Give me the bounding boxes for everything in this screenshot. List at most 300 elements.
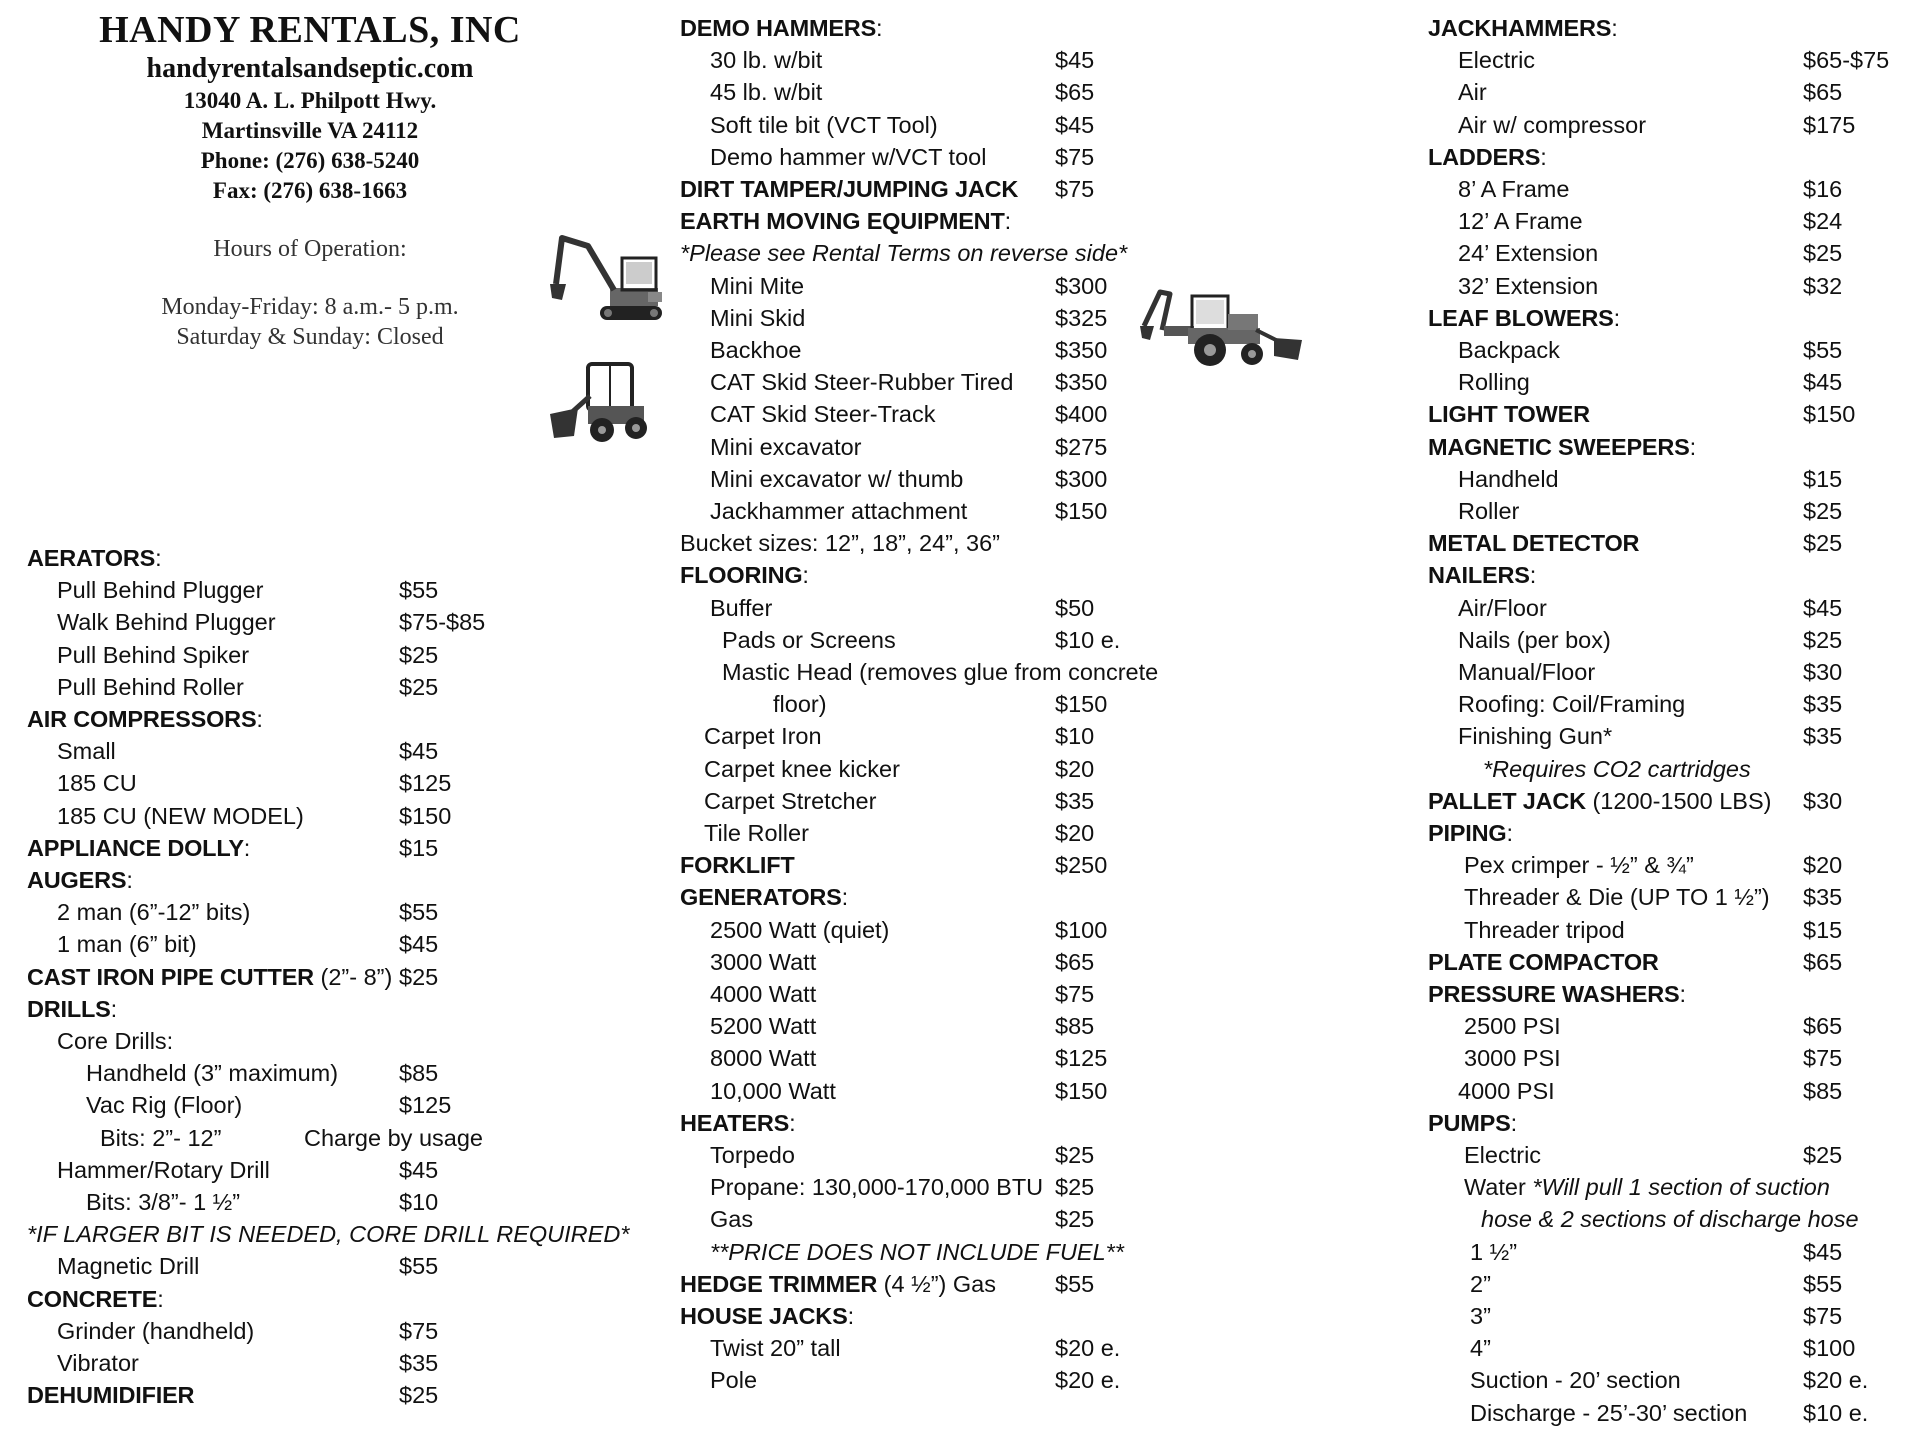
price-item xyxy=(680,592,1205,624)
item-label: Buffer xyxy=(710,594,773,621)
item-label: *Requires CO2 cartridges xyxy=(1483,755,1751,782)
price-item xyxy=(27,1025,549,1057)
item-label: Pads or Screens xyxy=(722,626,896,653)
item-price: $55 xyxy=(399,1253,439,1280)
item-label: Pull Behind Spiker xyxy=(57,641,250,668)
item-label: 2 man (6”-12” bits) xyxy=(57,899,251,926)
price-item xyxy=(1428,1075,1920,1107)
item-price: $150 xyxy=(1803,401,1856,428)
item-price: $24 xyxy=(1803,208,1843,235)
address-line-2: Martinsville VA 24112 xyxy=(201,118,419,143)
price-item xyxy=(1428,1042,1920,1074)
category-heading xyxy=(1428,12,1920,44)
item-price: $20 xyxy=(1055,820,1095,846)
item-label: Mini Skid xyxy=(710,304,806,331)
category-label: HEATERS: xyxy=(680,1109,796,1136)
price-item xyxy=(680,431,1205,463)
price-item xyxy=(1428,592,1920,624)
price-item xyxy=(27,1122,549,1154)
item-label: Grinder (handheld) xyxy=(57,1317,255,1344)
category-heading xyxy=(27,703,549,735)
item-label: floor) xyxy=(773,691,827,718)
item-label: Nails (per box) xyxy=(1458,626,1611,653)
price-item xyxy=(680,817,1205,849)
item-label: Propane: 130,000-170,000 BTU xyxy=(710,1174,1044,1201)
price-item xyxy=(1428,1139,1920,1171)
item-price: $175 xyxy=(1803,111,1856,138)
item-label: Pull Behind Plugger xyxy=(57,577,264,604)
category-label: AUGERS: xyxy=(27,867,133,893)
price-item xyxy=(680,753,1205,785)
item-label: 3000 PSI xyxy=(1464,1045,1561,1072)
item-price: $10 xyxy=(399,1189,439,1215)
item-price: $35 xyxy=(1803,723,1843,750)
item-label: Mini excavator xyxy=(710,433,862,460)
item-label: 1 man (6” bit) xyxy=(57,931,197,958)
item-price: $75 xyxy=(1803,1303,1843,1329)
price-item xyxy=(1428,237,1920,269)
item-label: Carpet knee kicker xyxy=(704,755,900,782)
item-price: $25 xyxy=(1055,1174,1095,1201)
item-label: 2500 Watt (quiet) xyxy=(710,916,890,943)
category-label: MAGNETIC SWEEPERS: xyxy=(1428,433,1697,460)
item-label: 32’ Extension xyxy=(1458,272,1599,299)
price-item xyxy=(27,1154,549,1186)
item-label: *Please see Rental Terms on reverse side* xyxy=(680,240,1128,267)
price-item xyxy=(680,270,1205,302)
price-item xyxy=(680,1075,1205,1107)
price-item xyxy=(680,978,1205,1010)
item-label: hose & 2 sections of discharge hose xyxy=(1481,1206,1859,1233)
category-label: PUMPS: xyxy=(1428,1109,1518,1136)
item-price: $20 e. xyxy=(1803,1367,1869,1394)
item-label: 4000 PSI xyxy=(1458,1077,1555,1104)
category-heading xyxy=(680,1300,1205,1332)
category-heading xyxy=(1428,817,1920,849)
price-item xyxy=(1428,914,1920,946)
item-label: Water *Will pull 1 section of suction xyxy=(1464,1174,1830,1201)
item-label: 3000 Watt xyxy=(710,948,817,975)
item-price: $45 xyxy=(399,931,439,958)
price-item xyxy=(680,141,1205,173)
item-label: Mini excavator w/ thumb xyxy=(710,465,964,492)
price-item xyxy=(1428,1332,1920,1364)
category-heading xyxy=(27,993,549,1025)
item-label: Mastic Head (removes glue from concrete xyxy=(722,659,1159,685)
category-heading xyxy=(1428,141,1920,173)
category-label: JACKHAMMERS: xyxy=(1428,15,1618,41)
item-label: 3” xyxy=(1470,1303,1491,1329)
price-item xyxy=(27,1057,549,1089)
price-item xyxy=(1428,1268,1920,1300)
item-price: $85 xyxy=(1055,1013,1095,1040)
item-label: Core Drills: xyxy=(57,1028,174,1054)
price-item xyxy=(1428,76,1920,108)
hours-weekday: Monday-Friday: 8 a.m.- 5 p.m. xyxy=(161,294,459,320)
category-label: NAILERS: xyxy=(1428,562,1537,589)
item-price: $15 xyxy=(1803,916,1843,943)
item-price: $65 xyxy=(1055,948,1095,975)
item-price: $10 e. xyxy=(1803,1399,1869,1426)
item-price: $55 xyxy=(399,899,439,926)
company-website[interactable]: handyrentalsandseptic.com xyxy=(146,53,474,84)
item-label: Bits: 2”- 12” xyxy=(100,1124,222,1151)
price-item xyxy=(680,914,1205,946)
item-label: Air/Floor xyxy=(1458,594,1547,621)
item-price: $55 xyxy=(1055,1270,1095,1297)
item-price: $55 xyxy=(1803,337,1843,363)
skid-steer-image xyxy=(548,356,658,446)
item-price: $85 xyxy=(399,1060,439,1087)
item-label: Rolling xyxy=(1458,369,1530,396)
price-item xyxy=(1428,463,1920,495)
item-label: Torpedo xyxy=(710,1142,795,1168)
item-label: 2” xyxy=(1470,1270,1491,1297)
item-price: $45 xyxy=(1055,111,1095,138)
category-label: LADDERS: xyxy=(1428,143,1547,170)
price-item xyxy=(680,366,1205,398)
category-label: PRESSURE WASHERS: xyxy=(1428,981,1686,1007)
category-label: CAST IRON PIPE CUTTER (2”- 8”) xyxy=(27,963,393,990)
category-label: CONCRETE: xyxy=(27,1285,164,1312)
item-price: $50 xyxy=(1055,594,1095,621)
category-heading xyxy=(1428,1107,1920,1139)
price-item xyxy=(27,606,549,638)
category-heading xyxy=(1428,302,1920,334)
item-label: Twist 20” tall xyxy=(710,1335,841,1362)
item-label: Finishing Gun* xyxy=(1458,723,1613,750)
item-price: $25 xyxy=(399,673,439,700)
price-item xyxy=(680,656,1205,688)
category-label: DEMO HAMMERS: xyxy=(680,15,883,41)
item-label: Carpet Iron xyxy=(704,723,822,750)
item-price: $75 xyxy=(1055,981,1095,1007)
item-price: $15 xyxy=(399,834,439,861)
price-item xyxy=(680,1203,1205,1235)
category-heading xyxy=(680,1107,1205,1139)
item-price: $45 xyxy=(1055,47,1095,74)
price-item xyxy=(27,671,549,703)
item-label: Threader & Die (UP TO 1 ½”) xyxy=(1464,884,1770,911)
item-price: $250 xyxy=(1055,852,1108,879)
item-label: **PRICE DOES NOT INCLUDE FUEL** xyxy=(710,1238,1124,1265)
company-name: HANDY RENTALS, INC xyxy=(99,9,521,51)
category-label: HEDGE TRIMMER (4 ½”) Gas xyxy=(680,1270,996,1297)
price-item xyxy=(680,720,1205,752)
item-price: $30 xyxy=(1803,659,1843,685)
price-item xyxy=(680,1364,1205,1396)
category-label: HOUSE JACKS: xyxy=(680,1303,855,1329)
category-heading xyxy=(27,864,549,896)
price-item xyxy=(27,1315,549,1347)
item-label: 5200 Watt xyxy=(710,1013,817,1040)
category-label: APPLIANCE DOLLY: xyxy=(27,834,251,861)
price-item xyxy=(680,1042,1205,1074)
category-label: LEAF BLOWERS: xyxy=(1428,304,1621,331)
item-price: $20 xyxy=(1803,852,1843,879)
item-label: 2500 PSI xyxy=(1464,1013,1561,1040)
item-label: Pole xyxy=(710,1367,758,1394)
price-item xyxy=(680,463,1205,495)
address-line-1: 13040 A. L. Philpott Hwy. xyxy=(183,88,437,113)
item-label: Walk Behind Plugger xyxy=(57,609,276,636)
category-label: AERATORS: xyxy=(27,545,162,571)
item-label: Bits: 3/8”- 1 ½” xyxy=(86,1189,241,1215)
item-label: Backpack xyxy=(1458,337,1560,363)
category-heading xyxy=(680,173,1205,205)
category-label: DRILLS: xyxy=(27,995,118,1022)
price-item xyxy=(680,495,1205,527)
item-label: 4000 Watt xyxy=(710,981,817,1007)
price-item xyxy=(1428,849,1920,881)
price-item xyxy=(680,1332,1205,1364)
company-header xyxy=(40,8,580,352)
item-label: Soft tile bit (VCT Tool) xyxy=(710,111,938,138)
price-item xyxy=(680,688,1205,720)
item-label: Hammer/Rotary Drill xyxy=(57,1156,270,1183)
item-label: Tile Roller xyxy=(704,820,809,846)
item-label: 4” xyxy=(1470,1335,1491,1362)
item-label: Electric xyxy=(1464,1142,1542,1168)
category-label: EARTH MOVING EQUIPMENT: xyxy=(680,208,1012,235)
item-price: $75 xyxy=(1803,1045,1843,1072)
price-item xyxy=(27,1186,549,1218)
item-label: 30 lb. w/bit xyxy=(710,47,823,74)
item-price: $25 xyxy=(1055,1206,1095,1233)
item-label: Pex crimper - ½” & ¾” xyxy=(1464,852,1694,879)
price-item xyxy=(27,1347,549,1379)
item-label: 1 ½” xyxy=(1470,1238,1518,1265)
item-label: 8000 Watt xyxy=(710,1045,817,1072)
item-price: $45 xyxy=(1803,1238,1843,1265)
item-label: Electric xyxy=(1458,47,1536,74)
mini-excavator-image xyxy=(548,228,676,328)
item-label: Mini Mite xyxy=(710,272,805,299)
item-label: Vac Rig (Floor) xyxy=(86,1092,243,1119)
item-price: $15 xyxy=(1803,465,1843,492)
price-item xyxy=(1428,1397,1920,1429)
item-price: $350 xyxy=(1055,337,1108,363)
item-price: $75 xyxy=(399,1317,439,1344)
price-item xyxy=(1428,44,1920,76)
category-heading xyxy=(1428,527,1920,559)
item-price: $25 xyxy=(399,641,439,668)
price-item xyxy=(680,334,1205,366)
category-heading xyxy=(680,849,1205,881)
category-label: PLATE COMPACTOR xyxy=(1428,948,1659,975)
item-price: $150 xyxy=(1055,691,1108,718)
item-label: Handheld (3” maximum) xyxy=(86,1060,339,1087)
note-line xyxy=(1428,753,1920,785)
price-item xyxy=(680,302,1205,334)
category-heading xyxy=(27,961,549,993)
item-price: $150 xyxy=(399,802,452,829)
item-price: $35 xyxy=(1055,787,1095,814)
item-price: $300 xyxy=(1055,465,1108,492)
item-price: $350 xyxy=(1055,369,1108,396)
note-line xyxy=(27,1218,630,1250)
price-item xyxy=(27,574,549,606)
item-price: $35 xyxy=(1803,691,1843,718)
item-price: $45 xyxy=(1803,369,1843,396)
category-label: DIRT TAMPER/JUMPING JACK xyxy=(680,176,1019,202)
category-heading xyxy=(1428,431,1920,463)
category-label: DEHUMIDIFIER xyxy=(27,1382,195,1409)
category-heading xyxy=(27,1379,549,1411)
item-label: Air xyxy=(1458,79,1487,106)
price-item xyxy=(1428,1010,1920,1042)
item-label: Roller xyxy=(1458,498,1520,524)
item-price: $25 xyxy=(399,1382,439,1409)
item-price: $150 xyxy=(1055,1077,1108,1104)
price-item xyxy=(1428,334,1920,366)
item-label: Roofing: Coil/Framing xyxy=(1458,691,1686,718)
category-label: FORKLIFT xyxy=(680,852,795,879)
item-price: $16 xyxy=(1803,176,1843,202)
item-label: Carpet Stretcher xyxy=(704,787,877,814)
price-item xyxy=(27,928,549,960)
price-item xyxy=(27,735,549,767)
category-label: FLOORING: xyxy=(680,562,809,589)
item-price: $45 xyxy=(399,1156,439,1183)
item-price: $150 xyxy=(1055,498,1108,524)
price-item xyxy=(680,44,1205,76)
phone-number: Phone: (276) 638-5240 xyxy=(200,148,420,173)
item-price: $25 xyxy=(399,963,439,990)
price-item xyxy=(1428,1236,1920,1268)
category-heading xyxy=(1428,398,1920,430)
item-price: $10 e. xyxy=(1055,626,1121,653)
price-item xyxy=(680,1010,1205,1042)
item-price: $100 xyxy=(1803,1335,1856,1362)
price-item xyxy=(1428,173,1920,205)
item-label: Vibrator xyxy=(57,1350,139,1376)
item-label: Handheld xyxy=(1458,465,1559,492)
price-item xyxy=(27,800,549,832)
category-heading xyxy=(680,205,1205,237)
item-note: Charge by usage xyxy=(304,1124,483,1151)
item-label: CAT Skid Steer-Rubber Tired xyxy=(710,369,1014,396)
category-heading xyxy=(1428,946,1920,978)
category-label: AIR COMPRESSORS: xyxy=(27,706,263,732)
category-heading xyxy=(680,1268,1205,1300)
item-label: Gas xyxy=(710,1206,754,1233)
price-item xyxy=(680,1139,1205,1171)
item-label: Pull Behind Roller xyxy=(57,673,244,700)
category-heading xyxy=(27,832,549,864)
hours-weekend: Saturday & Sunday: Closed xyxy=(176,324,444,350)
item-price: $30 xyxy=(1803,787,1843,814)
price-item xyxy=(1428,270,1920,302)
category-heading xyxy=(680,559,1205,591)
item-label: 185 CU (NEW MODEL) xyxy=(57,802,304,829)
price-item xyxy=(680,398,1205,430)
price-item xyxy=(680,946,1205,978)
price-item xyxy=(1428,1171,1920,1203)
item-price: $65 xyxy=(1803,1013,1843,1040)
item-price: $325 xyxy=(1055,304,1108,331)
price-item xyxy=(680,1171,1205,1203)
item-price: $25 xyxy=(1803,498,1843,524)
item-price: $32 xyxy=(1803,272,1843,299)
item-label: Small xyxy=(57,738,116,765)
item-label: 185 CU xyxy=(57,770,137,797)
category-heading xyxy=(680,881,1205,913)
price-item xyxy=(1428,656,1920,688)
item-label: Demo hammer w/VCT tool xyxy=(710,143,987,170)
item-label: Backhoe xyxy=(710,337,802,363)
price-item xyxy=(1428,624,1920,656)
item-price: $10 xyxy=(1055,723,1095,750)
category-heading xyxy=(680,12,1205,44)
item-label: 45 lb. w/bit xyxy=(710,79,823,106)
item-price: $20 e. xyxy=(1055,1335,1121,1362)
item-label: Discharge - 25’-30’ section xyxy=(1470,1399,1748,1426)
item-label: Suction - 20’ section xyxy=(1470,1367,1681,1394)
item-price: $25 xyxy=(1803,240,1843,267)
price-item xyxy=(1428,1300,1920,1332)
item-price: $20 xyxy=(1055,755,1095,782)
item-label: CAT Skid Steer-Track xyxy=(710,401,936,428)
item-label: *IF LARGER BIT IS NEEDED, CORE DRILL REQUIRED* xyxy=(27,1221,630,1248)
item-label: Threader tripod xyxy=(1464,916,1625,943)
item-price: $45 xyxy=(1803,594,1843,621)
item-label: Magnetic Drill xyxy=(57,1253,200,1280)
item-price: $35 xyxy=(399,1350,439,1376)
price-item xyxy=(1428,1364,1920,1396)
price-item xyxy=(1428,720,1920,752)
item-price: $25 xyxy=(1803,530,1843,557)
category-label: PALLET JACK (1200-1500 LBS) xyxy=(1428,787,1772,814)
item-label: Air w/ compressor xyxy=(1458,111,1647,138)
price-item xyxy=(680,785,1205,817)
item-price: $75 xyxy=(1055,143,1095,170)
item-price: $125 xyxy=(399,1092,452,1119)
item-price: $65 xyxy=(1055,79,1095,106)
price-item xyxy=(27,896,549,928)
item-price: $300 xyxy=(1055,272,1108,299)
note-line xyxy=(680,237,1205,269)
note-line xyxy=(680,1236,1205,1268)
item-label: Jackhammer attachment xyxy=(710,498,968,524)
category-heading xyxy=(27,1283,549,1315)
category-heading xyxy=(1428,559,1920,591)
price-item xyxy=(1428,881,1920,913)
item-label: 24’ Extension xyxy=(1458,240,1599,267)
price-item xyxy=(1428,495,1920,527)
category-label: METAL DETECTOR xyxy=(1428,530,1640,557)
price-item xyxy=(27,639,549,671)
price-item xyxy=(1428,205,1920,237)
price-item xyxy=(27,767,549,799)
item-price: $100 xyxy=(1055,916,1108,943)
item-price: $125 xyxy=(399,770,452,797)
price-item xyxy=(1428,688,1920,720)
category-label: PIPING: xyxy=(1428,820,1513,846)
price-item xyxy=(680,527,1205,559)
item-price: $125 xyxy=(1055,1045,1108,1072)
category-heading xyxy=(27,542,549,574)
price-item xyxy=(1428,366,1920,398)
category-label: LIGHT TOWER xyxy=(1428,401,1590,428)
item-price: $45 xyxy=(399,738,439,765)
item-price: $85 xyxy=(1803,1077,1843,1104)
item-price: $55 xyxy=(1803,1270,1843,1297)
price-item xyxy=(1428,109,1920,141)
item-price: $25 xyxy=(1803,626,1843,653)
category-heading xyxy=(1428,978,1920,1010)
category-label: GENERATORS: xyxy=(680,884,849,911)
